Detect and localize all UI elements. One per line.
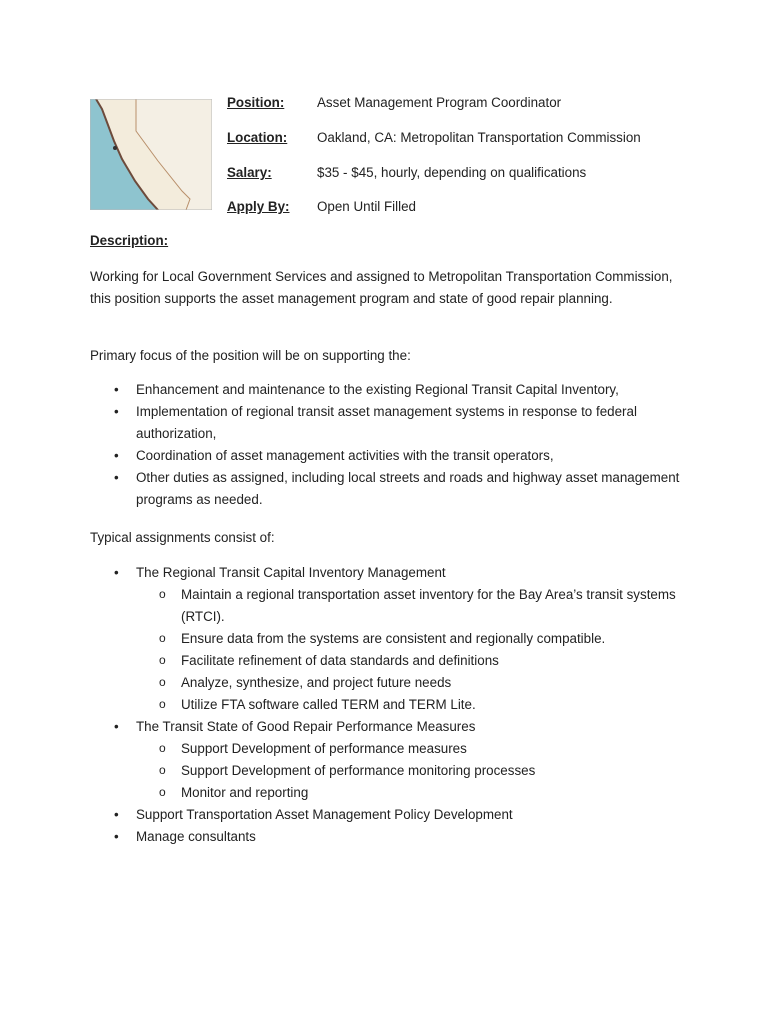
location-label: Location: [227, 130, 288, 145]
sub-item: o Support Development of performance monitoring processes [90, 760, 690, 782]
focus-item: • Coordination of asset management activities with the transit operators, [90, 445, 690, 467]
sub-item: o Monitor and reporting [90, 782, 690, 804]
apply-by-row [227, 199, 416, 214]
assignment-sublist [136, 584, 690, 716]
sub-item: o Utilize FTA software called TERM and TERM Lite. [90, 694, 690, 716]
sub-item: o Support Development of performance measures [90, 738, 690, 760]
assignment-sublist [136, 738, 690, 804]
position-label: Position: [227, 95, 285, 110]
california-map-image [90, 99, 212, 210]
assignments-intro: Typical assignments consist of: [90, 530, 275, 545]
assignment-item: • Support Transportation Asset Management Policy Development [90, 804, 690, 826]
salary-value: $35 - $45, hourly, depending on qualifications [317, 165, 587, 180]
assignment-item [90, 716, 690, 804]
assignment-item: • Manage consultants [90, 826, 690, 848]
apply-by-value: Open Until Filled [317, 199, 416, 214]
focus-item: • Other duties as assigned, including local streets and roads and highway asset management programs as needed. [90, 467, 690, 511]
sub-item: o Analyze, synthesize, and project future needs [90, 672, 690, 694]
position-value: Asset Management Program Coordinator [317, 95, 562, 110]
focus-item: • Implementation of regional transit asset management systems in response to federal authorization, [90, 401, 690, 445]
description-heading: Description: [90, 233, 169, 248]
location-row [227, 130, 641, 145]
focus-item: • Enhancement and maintenance to the existing Regional Transit Capital Inventory, [90, 379, 690, 401]
salary-label: Salary: [227, 165, 272, 180]
sub-item: o Ensure data from the systems are consistent and regionally compatible. [90, 628, 690, 650]
assignment-label: The Transit State of Good Repair Performance Measures [136, 719, 476, 734]
position-row [227, 95, 562, 110]
sub-item: o Facilitate refinement of data standards and definitions [90, 650, 690, 672]
assignment-label: The Regional Transit Capital Inventory Management [136, 565, 446, 580]
description-paragraph: Working for Local Government Services and assigned to Metropolitan Transportation Commission, this position supports the asset management program and state of good repair planning. [90, 269, 673, 306]
assignments-list [90, 562, 690, 848]
location-value: Oakland, CA: Metropolitan Transportation Commission [317, 130, 641, 145]
sub-item: o Maintain a regional transportation asset inventory for the Bay Area’s transit systems (RTCI). [90, 584, 690, 628]
focus-intro: Primary focus of the position will be on supporting the: [90, 348, 411, 363]
salary-row [227, 165, 587, 180]
focus-list [90, 379, 690, 511]
apply-by-label: Apply By: [227, 199, 290, 214]
assignment-item [90, 562, 690, 716]
